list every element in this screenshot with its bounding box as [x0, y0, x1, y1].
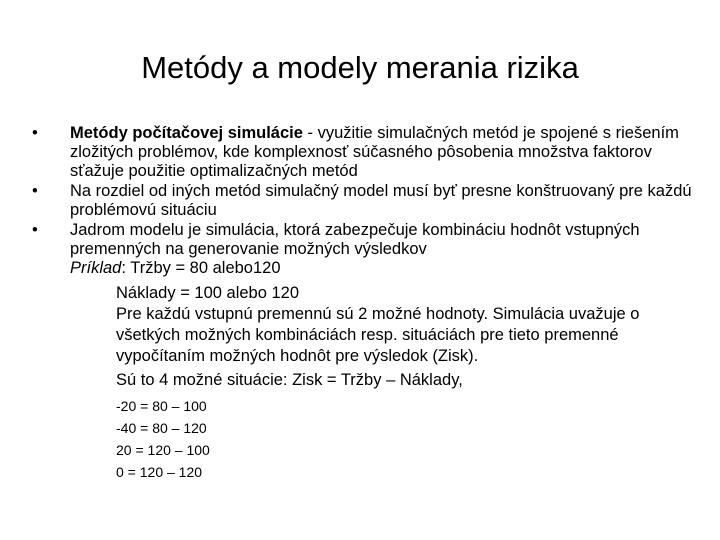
- example-situations: Sú to 4 možné situácie: Zisk = Tržby – Náklady,: [116, 371, 463, 389]
- bullet-item: [30, 182, 700, 220]
- bullet-item: [30, 124, 700, 181]
- equation-line: -20 = 80 – 100: [116, 398, 207, 414]
- example-separator: :: [121, 259, 131, 277]
- equation-line: 0 = 120 – 120: [116, 464, 203, 480]
- slide-content: [30, 124, 700, 483]
- bullet-text: Jadrom modelu je simulácia, ktorá zabezpečuje kombináciu hodnôt vstupných premenných na generovanie možných výsledkov: [70, 221, 640, 258]
- example-revenue: Tržby = 80 alebo120: [130, 259, 281, 277]
- example-label: Príklad: [70, 259, 122, 277]
- example-costs: Náklady = 100 alebo 120: [116, 284, 300, 302]
- slide-title: Metódy a modely merania rizika: [141, 50, 579, 85]
- bullet-text: - využitie simulačných metód je spojené s riešením zložitých problémov, kde komplexnosť súčasného pôsobenia množstva faktorov sťažuje použitie optimalizačných metód: [70, 124, 679, 180]
- bullet-icon: •: [32, 221, 38, 239]
- bullet-text: Na rozdiel od iných metód simulačný model musí byť presne konštruovaný pre každú problémovú situáciu: [70, 182, 692, 219]
- equation-line: -40 = 80 – 120: [116, 420, 207, 436]
- bullet-item: [30, 221, 700, 259]
- bullet-icon: •: [32, 182, 38, 200]
- equation-line: 20 = 120 – 100: [116, 442, 210, 458]
- bullet-bold-text: Metódy počítačovej simulácie: [70, 124, 303, 142]
- bullet-icon: •: [32, 124, 38, 142]
- example-line: [30, 259, 700, 278]
- example-paragraph: Pre každú vstupnú premennú sú 2 možné hodnoty. Simulácia uvažuje o všetkých možných kombináciách resp. situáciách pre tieto premenné vypočítaním možných hodnôt pre výsledok (Zisk).: [116, 305, 640, 365]
